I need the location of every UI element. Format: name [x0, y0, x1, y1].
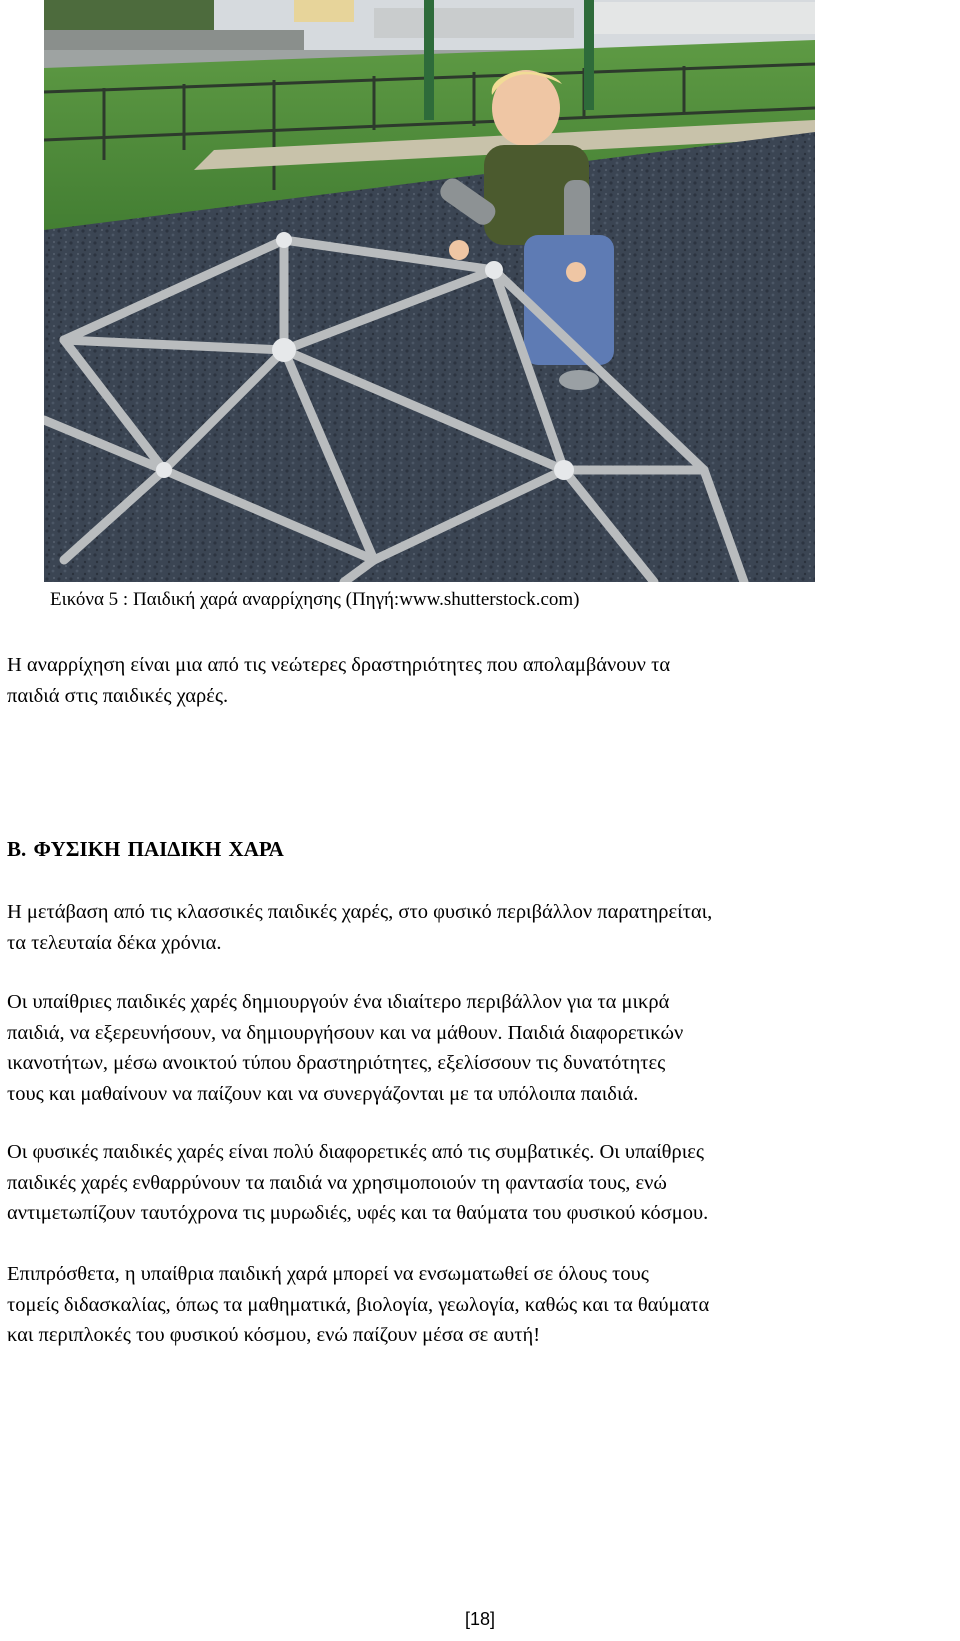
paragraph-line: Οι φυσικές παιδικές χαρές είναι πολύ διαφορετικές από τις συμβατικές. Οι υπαίθριες [7, 1141, 704, 1163]
body-paragraph [7, 987, 957, 1109]
paragraph-line: Η μετάβαση από τις κλασσικές παιδικές χαρές, στο φυσικό περιβάλλον παρατηρείται, [7, 901, 713, 923]
figure-caption: Εικόνα 5 : Παιδική χαρά αναρρίχησης (Πηγή:www.shutterstock.com) [50, 589, 580, 610]
body-paragraph [7, 1137, 957, 1229]
intro-paragraph [7, 650, 957, 711]
paragraph-line: τομείς διδασκαλίας, όπως τα μαθηματικά, βιολογία, γεωλογία, καθώς και τα θαύματα [7, 1293, 710, 1316]
paragraph-line: τα τελευταία δέκα χρόνια. [7, 931, 222, 954]
paragraph-line: Επιπρόσθετα, η υπαίθρια παιδική χαρά μπορεί να ενσωματωθεί σε όλους τους [7, 1263, 649, 1285]
paragraph-line: ικανοτήτων, μέσω ανοικτού τύπου δραστηριότητες, εξελίσσουν τις δυνατότητες [7, 1052, 666, 1074]
section-heading: Β. ΦΥΣΙΚΗ ΠΑΙΔΙΚΗ ΧΑΡΑ [7, 837, 284, 861]
playground-dome-photo [44, 0, 815, 582]
paragraph-line: παιδικές χαρές ενθαρρύνουν τα παιδιά να χρησιμοποιούν τη φαντασία τους, ενώ [7, 1171, 667, 1194]
paragraph-line: Οι υπαίθριες παιδικές χαρές δημιουργούν ένα ιδιαίτερο περιβάλλον για τα μικρά [7, 991, 670, 1013]
page-number: [18] [464, 1609, 496, 1629]
paragraph-line: αντιμετωπίζουν ταυτόχρονα τις μυρωδιές, υφές και τα θαύματα του φυσικού κόσμου. [7, 1202, 709, 1224]
body-paragraph [7, 897, 957, 958]
body-paragraph [7, 1259, 957, 1351]
paragraph-line: τους και μαθαίνουν να παίζουν και να συνεργάζονται με τα υπόλοιπα παιδιά. [7, 1082, 639, 1105]
paragraph-line: Η αναρρίχηση είναι μια από τις νεώτερες δραστηριότητες που απολαμβάνουν τα [7, 654, 671, 676]
paragraph-line: παιδιά στις παιδικές χαρές. [7, 684, 229, 707]
paragraph-line: παιδιά, να εξερευνήσουν, να δημιουργήσουν και να μάθουν. Παιδιά διαφορετικών [7, 1021, 684, 1044]
paragraph-line: και περιπλοκές του φυσικού κόσμου, ενώ παίζουν μέσα σε αυτή! [7, 1324, 541, 1346]
